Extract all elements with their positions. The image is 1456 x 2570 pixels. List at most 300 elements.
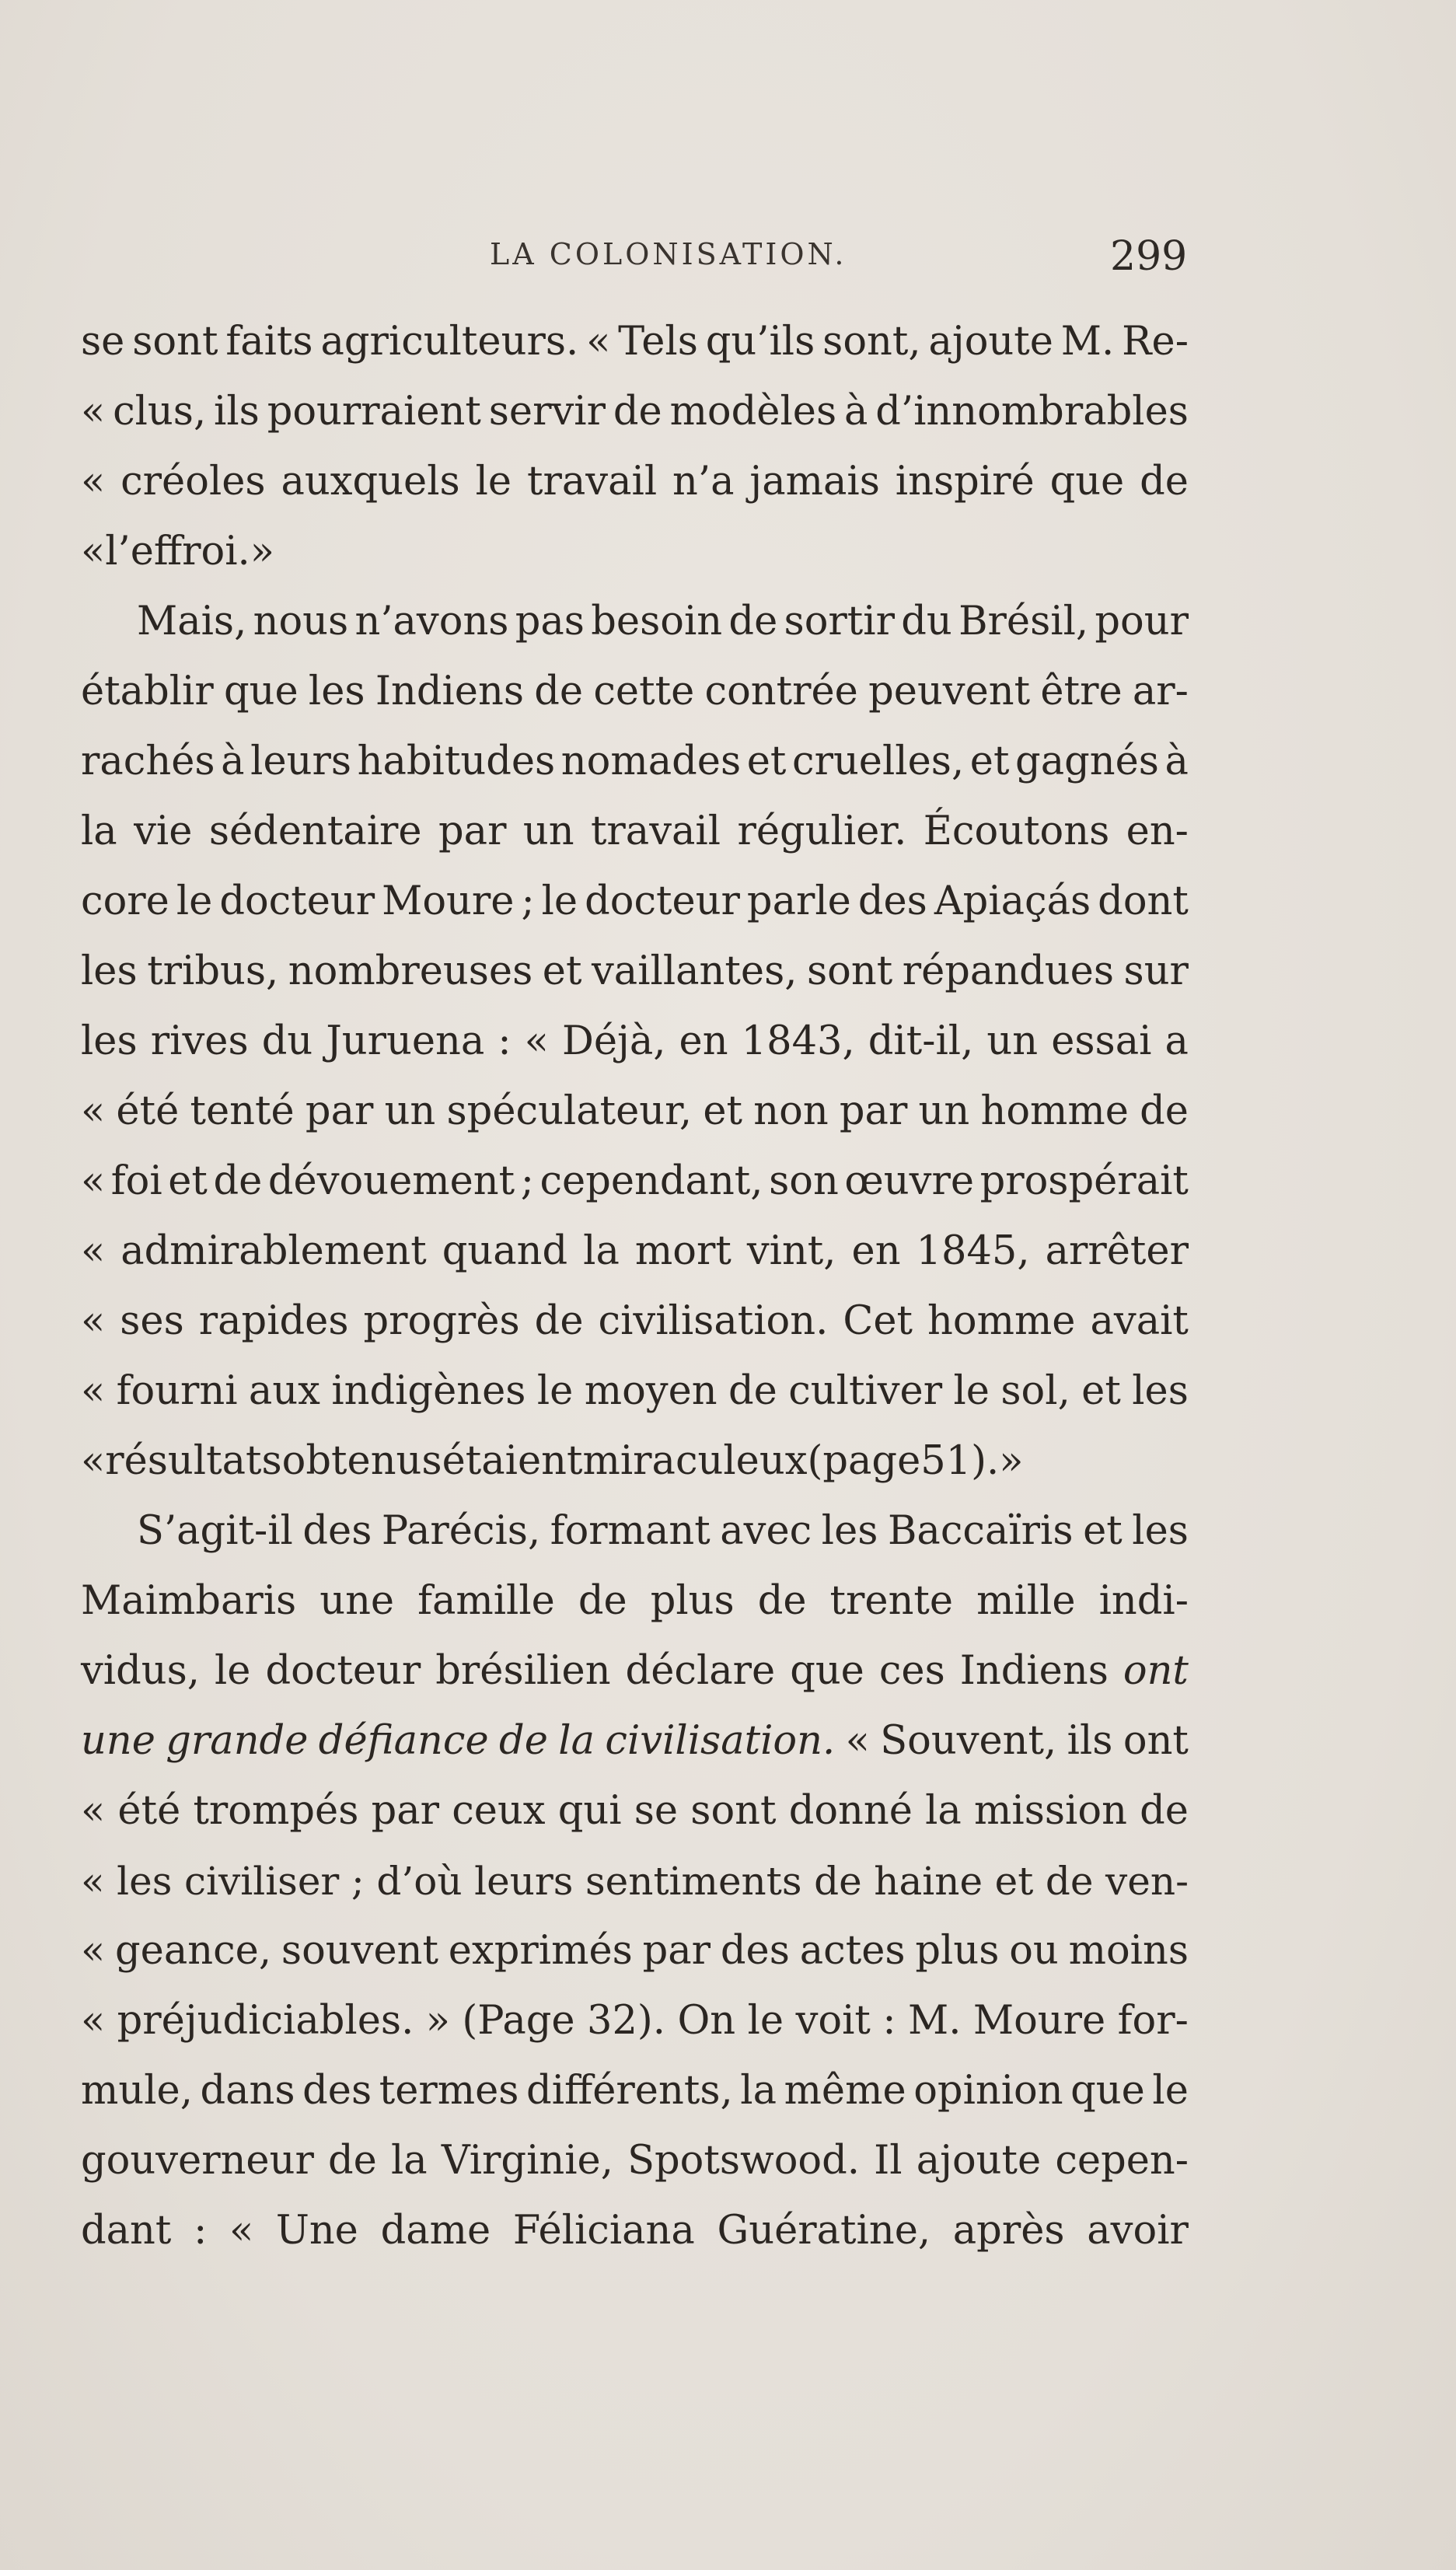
word: docteur (265, 1648, 421, 1694)
word: les (81, 1018, 138, 1064)
word: tenté (190, 1088, 295, 1134)
word: vint, (746, 1228, 836, 1274)
word: mission (974, 1788, 1127, 1834)
word: la (740, 2068, 777, 2114)
word: civilisation. (598, 1298, 829, 1344)
word: indigènes (331, 1368, 526, 1414)
word: et (703, 1088, 743, 1134)
word: avait (1090, 1298, 1189, 1344)
word: que (223, 669, 299, 714)
word: de (534, 1298, 584, 1344)
word: 1843, (741, 1018, 855, 1064)
word: « (81, 1228, 106, 1274)
word: geance, (115, 1928, 272, 1974)
word: nomades (560, 739, 742, 784)
word: cruelles, (792, 739, 965, 784)
word: vidus, (81, 1648, 200, 1694)
word: non (753, 1088, 829, 1134)
text-line (81, 657, 1189, 727)
word: en- (1126, 808, 1189, 854)
word: ont (1123, 1718, 1189, 1764)
word: On (677, 1998, 736, 2044)
text-line (81, 377, 1189, 447)
word: « (81, 1298, 106, 1344)
word: de (1045, 1859, 1094, 1904)
word: peuvent (868, 669, 1031, 714)
text-line (81, 307, 1189, 377)
word: gouverneur (81, 2138, 314, 2184)
word: famille (417, 1578, 555, 1624)
word: leurs (474, 1859, 574, 1904)
word: obtenus (281, 1438, 442, 1484)
word: « (229, 2208, 254, 2254)
word: que (790, 1648, 864, 1694)
word: de (814, 1859, 862, 1904)
word: répandues (902, 948, 1115, 994)
word: de (1140, 1088, 1189, 1134)
word: qu’ils (705, 319, 815, 365)
word: sont, (822, 319, 921, 365)
text-line (81, 1986, 1189, 2056)
word: Souvent, (880, 1718, 1057, 1764)
word: brésilien (435, 1648, 611, 1694)
word: de (613, 389, 662, 435)
word: et (168, 1158, 208, 1204)
italic-word: ont (1123, 1648, 1189, 1694)
word: quand (442, 1228, 568, 1274)
word: docteur (219, 878, 375, 924)
word: Cet (843, 1298, 913, 1344)
word: arrêter (1045, 1228, 1189, 1274)
word: que (1049, 459, 1125, 505)
text-line (81, 1147, 1189, 1217)
word: Spotswood. (627, 2138, 860, 2184)
word: des (857, 878, 927, 924)
word: » (425, 1998, 450, 2044)
word: Moure (382, 878, 515, 924)
word: qui (557, 1788, 622, 1834)
word: miraculeux (582, 1438, 808, 1484)
text-line (81, 2056, 1189, 2126)
word: et (1081, 1368, 1121, 1414)
word: et (1083, 1508, 1123, 1554)
word: ajoute (916, 2138, 1042, 2184)
word: vie (134, 808, 193, 854)
word: Tels (618, 319, 698, 365)
word: : (194, 2208, 208, 2254)
word: : (498, 1018, 512, 1064)
word: besoin (591, 599, 723, 644)
word: sol, (1000, 1368, 1070, 1414)
word: se (634, 1788, 679, 1834)
word: et (969, 739, 1010, 784)
word: plus (915, 1928, 1000, 1974)
word: œuvre (844, 1158, 975, 1204)
word: trente (829, 1578, 954, 1624)
word: Maimbaris (81, 1578, 297, 1624)
word: les (81, 948, 138, 994)
word: les (308, 669, 365, 714)
word: ceux (452, 1788, 546, 1834)
word: foi (110, 1158, 162, 1204)
word: core (81, 878, 169, 924)
word: ils (214, 389, 260, 435)
text-line (81, 2196, 1189, 2266)
word: de (1140, 1788, 1189, 1834)
word: prospérait (979, 1158, 1189, 1204)
text-line (81, 447, 1189, 517)
word: (Page (462, 1998, 575, 2044)
word: le (747, 1998, 784, 2044)
body-text (81, 307, 1189, 2266)
text-line (81, 1496, 1189, 1566)
word: « (81, 1788, 106, 1834)
word: sont (132, 319, 218, 365)
word: « (81, 1859, 105, 1904)
word: fourni (116, 1368, 238, 1414)
word: travail (527, 459, 658, 505)
word: en (851, 1228, 901, 1274)
word: le (176, 878, 213, 924)
word: servir (488, 389, 606, 435)
word: « (524, 1018, 549, 1064)
word: haine (874, 1859, 983, 1904)
word: cepen- (1055, 2138, 1189, 2184)
word: for- (1117, 1998, 1189, 2044)
word: « (81, 1088, 106, 1134)
word: la (81, 808, 117, 854)
word: ajoute (928, 319, 1053, 365)
word: docteur (585, 878, 740, 924)
word: admirablement (120, 1228, 427, 1274)
word: progrès (363, 1298, 520, 1344)
word: le (541, 878, 578, 924)
word: « (81, 1438, 106, 1484)
word: gagnés (1015, 739, 1159, 784)
word: le (1152, 2068, 1189, 2114)
word: faits (225, 319, 313, 365)
word: parle (746, 878, 851, 924)
word: se (81, 319, 125, 365)
word: M. (907, 1998, 962, 2044)
word: exprimés (448, 1928, 633, 1974)
word: S’agit-il (137, 1508, 293, 1554)
word: ; (520, 1158, 534, 1204)
word: « (81, 1368, 106, 1414)
word: sédentaire (208, 808, 422, 854)
word: rapides (198, 1298, 349, 1344)
word: Brésil, (958, 599, 1089, 644)
text-line (81, 2126, 1189, 2196)
word: sont (690, 1788, 777, 1834)
word: de (757, 1578, 807, 1624)
word: civiliser (183, 1859, 340, 1904)
word: n’avons (354, 599, 509, 644)
text-line (81, 1776, 1189, 1846)
word: ven- (1105, 1859, 1189, 1904)
text-line (81, 1077, 1189, 1147)
word: Il (874, 2138, 903, 2184)
italic-word: grande (166, 1718, 309, 1764)
word: la (583, 1228, 620, 1274)
word: 32). (587, 1998, 666, 2044)
word: avec (720, 1508, 812, 1554)
word: « (81, 389, 106, 435)
word: homme (927, 1298, 1076, 1344)
word: souvent (281, 1928, 438, 1974)
word: indi- (1098, 1578, 1189, 1624)
word: « (586, 319, 611, 365)
word: auxquels (281, 459, 460, 505)
word: d’innombrables (875, 389, 1189, 435)
word: étaient (442, 1438, 583, 1484)
text-line (81, 797, 1189, 867)
italic-word: défiance (318, 1718, 489, 1764)
word: de (728, 599, 778, 644)
word: inspiré (895, 459, 1035, 505)
word: que (1070, 2068, 1145, 2114)
word: contrée (704, 669, 858, 714)
word: voit (795, 1998, 871, 2044)
word: Baccaïris (887, 1508, 1074, 1554)
word: et (542, 948, 582, 994)
word: sur (1123, 948, 1189, 994)
word: dévouement (267, 1158, 515, 1204)
word: termes (379, 2068, 519, 2114)
word: formant (550, 1508, 711, 1554)
word: à (221, 739, 245, 784)
italic-word: de (499, 1718, 548, 1764)
word: dans (200, 2068, 295, 2114)
word: mule, (81, 2068, 193, 2114)
word: du (261, 1018, 313, 1064)
word: ar- (1132, 669, 1189, 714)
word: un (384, 1088, 436, 1134)
word: essai (1051, 1018, 1152, 1064)
word: différents, (526, 2068, 733, 2114)
word: par (305, 1088, 374, 1134)
text-line (81, 1636, 1189, 1706)
word: le (475, 459, 512, 505)
word: Écoutons (923, 808, 1110, 854)
word: Mais, (137, 599, 247, 644)
word: n’a (672, 459, 735, 505)
word: la (390, 2138, 428, 2184)
word: un (918, 1088, 970, 1134)
word: pour (1095, 599, 1189, 644)
word: Indiens (375, 669, 524, 714)
word: Apiaçás (934, 878, 1091, 924)
text-line (81, 867, 1189, 937)
text-line (81, 1217, 1189, 1287)
word: ils (1067, 1718, 1113, 1764)
word: les (821, 1508, 878, 1554)
word: de (1140, 459, 1189, 505)
running-title: LA COLONISATION. (490, 237, 847, 271)
text-line (81, 517, 1189, 587)
word: Moure (972, 1998, 1106, 2044)
word: M. (1060, 319, 1115, 365)
word: être (1040, 669, 1123, 714)
word: de (578, 1578, 627, 1624)
word: dame (380, 2208, 491, 2254)
text-line (81, 1357, 1189, 1426)
word: sont (806, 948, 893, 994)
word: le (214, 1648, 251, 1694)
word: Déjà, (561, 1018, 666, 1064)
word: « (81, 459, 106, 505)
word: de (213, 1158, 263, 1204)
word: clus, (113, 389, 207, 435)
word: les (1132, 1368, 1189, 1414)
text-line (81, 1287, 1189, 1357)
word: l’effroi. (105, 529, 250, 574)
word: Indiens (959, 1648, 1109, 1694)
word: ces (878, 1648, 945, 1694)
word: cependant, (539, 1158, 763, 1204)
word: par (839, 1088, 908, 1134)
word: ses (120, 1298, 184, 1344)
word: été (116, 1088, 180, 1134)
word: même (784, 2068, 906, 2114)
word: actes (799, 1928, 906, 1974)
text-line (81, 727, 1189, 797)
text-line (81, 1846, 1189, 1916)
word: (page (807, 1438, 921, 1484)
text-line (81, 587, 1189, 657)
word: agriculteurs. (320, 319, 579, 365)
word: pas (515, 599, 585, 644)
word: spéculateur, (446, 1088, 693, 1134)
word: jamais (749, 459, 880, 505)
word: en (679, 1018, 728, 1064)
word: résultats (105, 1438, 282, 1484)
word: Virginie, (441, 2138, 613, 2184)
word: ; (521, 878, 535, 924)
word: d’où (376, 1859, 463, 1904)
word: a (1164, 1018, 1189, 1064)
text-line (81, 1566, 1189, 1636)
word: cette (593, 669, 695, 714)
text-line (81, 937, 1189, 1007)
text-line (81, 1007, 1189, 1077)
word: dit-il, (868, 1018, 974, 1064)
word: 51). (920, 1438, 1000, 1484)
word: des (720, 1928, 790, 1974)
word: de (728, 1368, 777, 1414)
word: été (117, 1788, 181, 1834)
word: cultiver (788, 1368, 943, 1414)
word: moyen (584, 1368, 718, 1414)
word: Guératine, (717, 2208, 931, 2254)
word: : (882, 1998, 896, 2044)
word: sortir (784, 599, 895, 644)
word: des (302, 1508, 372, 1554)
word: » (250, 529, 274, 574)
word: travail (590, 808, 721, 854)
word: les (1132, 1508, 1189, 1554)
word: « (81, 1928, 106, 1974)
word: mille (976, 1578, 1076, 1624)
text-line (81, 1706, 1189, 1776)
word: le (536, 1368, 574, 1414)
word: déclare (625, 1648, 776, 1694)
word: » (999, 1438, 1024, 1484)
word: établir (81, 669, 214, 714)
word: de (534, 669, 584, 714)
word: « (81, 1158, 106, 1204)
word: vaillantes, (591, 948, 798, 994)
word: Une (275, 2208, 358, 2254)
word: « (81, 529, 106, 574)
word: rachés (81, 739, 215, 784)
word: Juruena (326, 1018, 485, 1064)
word: le (953, 1368, 990, 1414)
word: Parécis, (381, 1508, 541, 1554)
word: à (1164, 739, 1189, 784)
word: Re- (1122, 319, 1189, 365)
word: pourraient (267, 389, 481, 435)
italic-word: la (558, 1718, 595, 1764)
word: donné (788, 1788, 913, 1834)
word: à (843, 389, 868, 435)
word: aux (248, 1368, 320, 1414)
word: les (117, 1859, 173, 1904)
word: « (81, 1998, 106, 2044)
word: dant (81, 2208, 172, 2254)
word: une (319, 1578, 395, 1624)
word: un (522, 808, 574, 854)
word: des (302, 2068, 372, 2114)
italic-word: civilisation. (605, 1718, 836, 1764)
word: mort (634, 1228, 731, 1274)
word: modèles (669, 389, 837, 435)
word: par (438, 808, 507, 854)
word: ; (351, 1859, 365, 1904)
word: et (746, 739, 787, 784)
word: avoir (1087, 2208, 1189, 2254)
word: par (371, 1788, 440, 1834)
word: nous (253, 599, 349, 644)
word: sentiments (585, 1859, 802, 1904)
text-line (81, 1916, 1189, 1986)
word: habitudes (357, 739, 556, 784)
word: homme (980, 1088, 1129, 1134)
word: préjudiciables. (117, 1998, 414, 2044)
word: un (986, 1018, 1039, 1064)
italic-word: une (81, 1718, 155, 1764)
word: son (769, 1158, 839, 1204)
word: dont (1098, 878, 1189, 924)
word: trompés (193, 1788, 359, 1834)
word: leurs (250, 739, 352, 784)
word: « (845, 1718, 870, 1764)
word: moins (1068, 1928, 1189, 1974)
word: la (925, 1788, 962, 1834)
text-line (81, 1426, 1189, 1496)
page-number: 299 (1110, 233, 1188, 280)
word: Féliciana (512, 2208, 695, 2254)
word: par (642, 1928, 711, 1974)
word: tribus, (147, 948, 279, 994)
word: ou (1009, 1928, 1059, 1974)
word: rives (150, 1018, 249, 1064)
word: créoles (120, 459, 266, 505)
word: après (952, 2208, 1065, 2254)
word: plus (650, 1578, 735, 1624)
word: régulier. (737, 808, 907, 854)
word: opinion (913, 2068, 1063, 2114)
